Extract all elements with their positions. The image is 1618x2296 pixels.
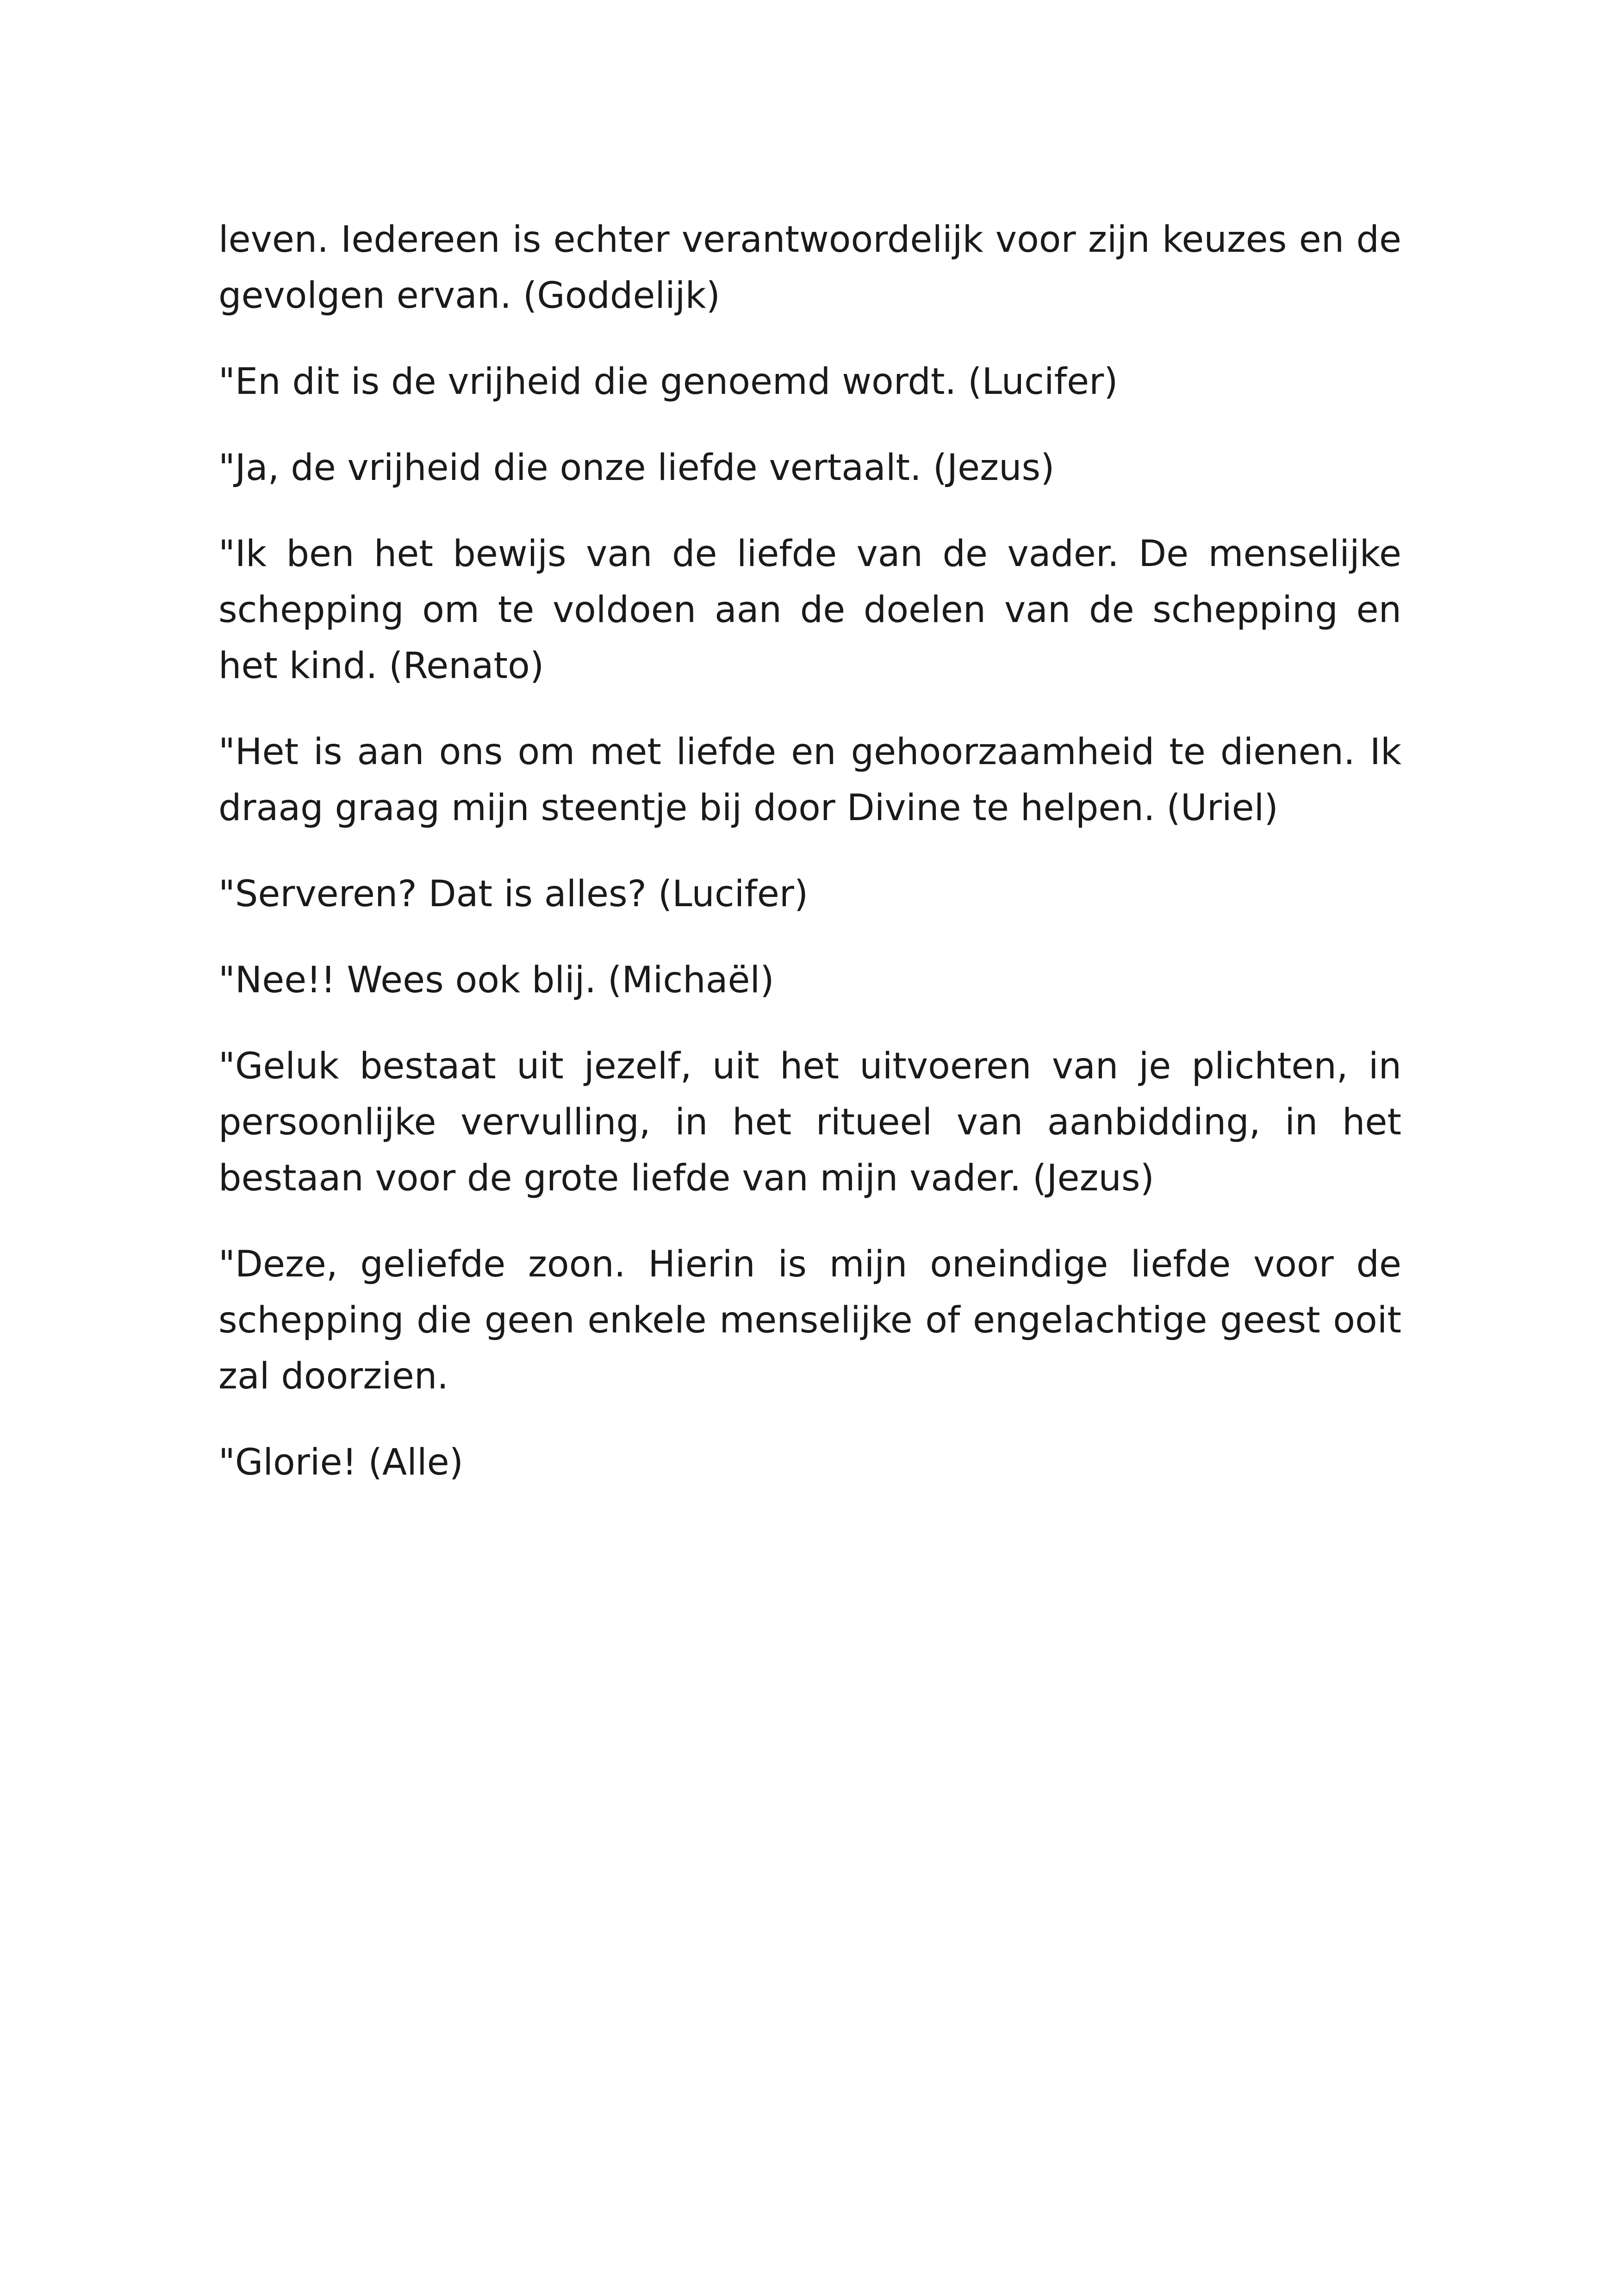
paragraph: "Serveren? Dat is alles? (Lucifer) — [218, 873, 809, 915]
paragraph: "Glorie! (Alle) — [218, 1442, 464, 1483]
paragraph: "Nee!! Wees ook blij. (Michaël) — [218, 959, 774, 1001]
paragraph: "Ik ben het bewijs van de liefde van de vader. De menselijke schepping om te voldoen aan de doelen van de schepping en het kind. (Renato) — [218, 533, 1401, 687]
paragraph: "Ja, de vrijheid die onze liefde vertaalt. (Jezus) — [218, 447, 1055, 489]
paragraph: "En dit is de vrijheid die genoemd wordt. (Lucifer) — [218, 361, 1118, 403]
paragraph: leven. Iedereen is echter verantwoordelijk voor zijn keuzes en de gevolgen ervan. (Goddelijk) — [218, 219, 1401, 317]
paragraph: "Het is aan ons om met liefde en gehoorzaamheid te dienen. Ik draag graag mijn steentje bij door Divine te helpen. (Uriel) — [218, 731, 1401, 829]
body-text — [218, 212, 1401, 1521]
paragraph: "Geluk bestaat uit jezelf, uit het uitvoeren van je plichten, in persoonlijke vervulling, in het ritueel van aanbidding, in het bestaan voor de grote liefde van mijn vader. (Jezus) — [218, 1045, 1401, 1199]
paragraph: "Deze, geliefde zoon. Hierin is mijn oneindige liefde voor de schepping die geen enkele menselijke of engelachtige geest ooit zal doorzien. — [218, 1244, 1401, 1397]
